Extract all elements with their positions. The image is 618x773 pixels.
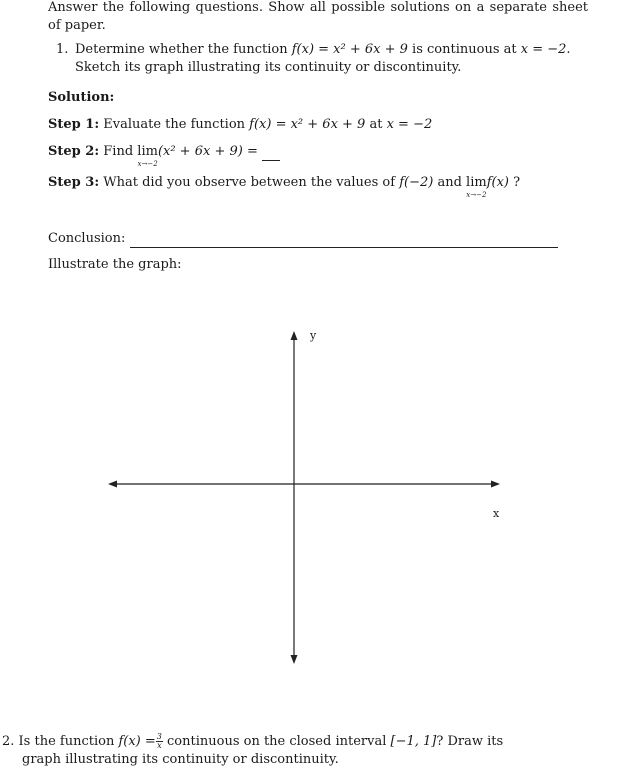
limit-operator: lim x→−2 (137, 144, 158, 168)
step-2-label: Step 2: (48, 144, 100, 159)
question-2 (2, 733, 562, 769)
step-1-label: Step 1: (48, 117, 100, 132)
question-1-function: f(x) = x² + 6x + 9 (291, 42, 408, 57)
step-1: Step 1: Evaluate the function f(x) = x² + 6x + 9 at x = −2 (48, 117, 433, 132)
x-axis-arrow-right (491, 481, 500, 488)
limit-operator: lim x→−2 (466, 175, 487, 199)
step-2: Step 2: Find lim x→−2 (x² + 6x + 9) = (48, 143, 280, 161)
instructions-text: Answer the following questions. Show all possible solutions on a separate sheet of paper. (48, 0, 588, 33)
conclusion-label: Conclusion: (48, 231, 126, 246)
fraction-3-over-x: $\frac{3}{x}$ (156, 732, 162, 750)
question-2-line-1: 2. Is the function f(x) = $\frac{3}{x}$ continuous on the closed interval [−1, 1]? Draw its (2, 732, 504, 750)
question-1-point: x = −2. (520, 42, 571, 57)
question-2-number: 2. (2, 734, 15, 749)
y-axis-arrow-up (291, 331, 298, 340)
question-2-line-2: graph illustrating its continuity or discontinuity. (22, 752, 339, 767)
x-axis-label: x (493, 507, 500, 520)
question-1-number: 1. (56, 42, 69, 57)
step-3-label: Step 3: (48, 175, 100, 190)
y-axis-label: y (310, 329, 317, 342)
step-3: Step 3: What did you observe between the values of f(−2) and lim x→−2 f(x) ? (48, 175, 521, 199)
illustrate-label: Illustrate the graph: (48, 257, 182, 272)
y-axis-arrow-down (291, 655, 298, 664)
question-1-text: Determine whether the function f(x) = x² + 6x + 9 is continuous at x = −2. Sketch its graph illustrating its continuity or discontinuity. (75, 42, 571, 75)
x-axis-arrow-left (108, 481, 117, 488)
solution-heading: Solution: (48, 90, 115, 105)
